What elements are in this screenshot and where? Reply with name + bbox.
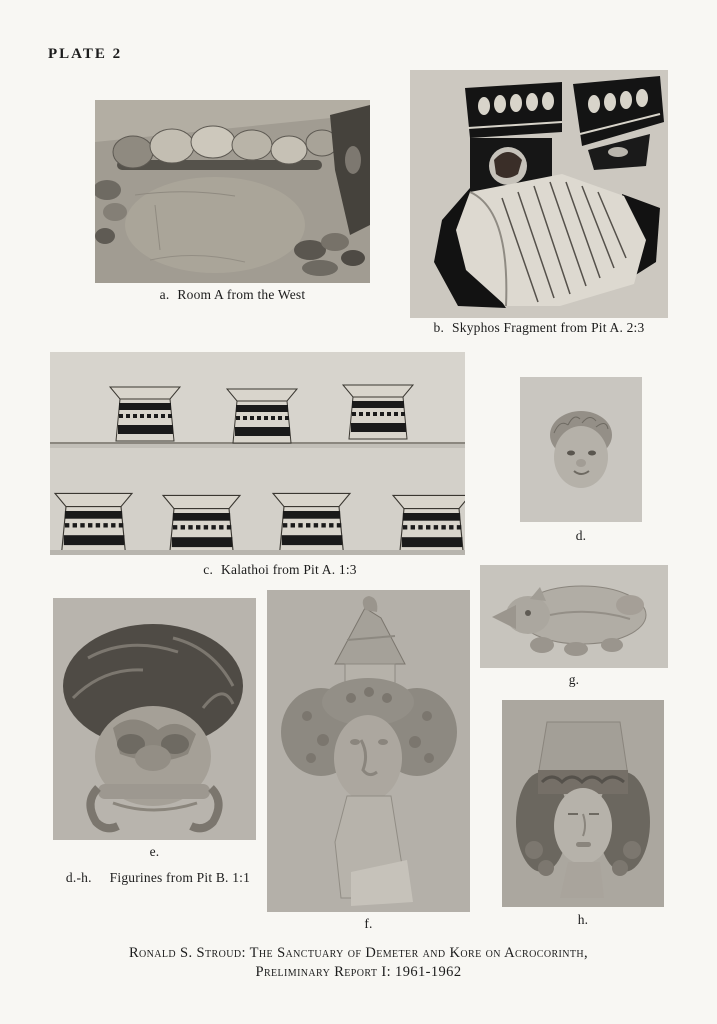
figure-g-caption [480, 672, 668, 688]
figure-e-photo [53, 598, 256, 840]
attribution [0, 944, 717, 982]
figure-c-photo [50, 352, 465, 555]
figure-a-label: a. [159, 287, 170, 302]
figure-d-photo [520, 377, 642, 522]
excavation-photo-sketch [95, 100, 370, 283]
group-caption-label: d.-h. [65, 870, 92, 885]
figure-c-caption [75, 562, 485, 578]
figure-c-label: c. [203, 562, 214, 577]
figure-h-photo [502, 700, 664, 907]
figure-a-caption-text: Room A from the West [177, 287, 306, 302]
figure-e-caption [53, 844, 256, 860]
attribution-line-2: Preliminary Report I: 1961-1962 [255, 964, 462, 980]
figure-d-label: d. [575, 528, 587, 543]
figure-b-photo [410, 70, 668, 318]
figure-a-photo [95, 100, 370, 283]
group-caption [33, 870, 283, 886]
figure-h-caption [502, 912, 664, 928]
figure-f-photo [267, 590, 470, 912]
figure-f-label: f. [364, 916, 373, 931]
grotesque-mask-sketch [53, 598, 256, 840]
small-head-sketch [520, 377, 642, 522]
figure-g-photo [480, 565, 668, 668]
figure-b-caption [400, 320, 678, 336]
figure-e-label: e. [149, 844, 160, 859]
crested-head-sketch [267, 590, 470, 912]
figure-b-caption-text: Skyphos Fragment from Pit A. 2:3 [452, 320, 645, 335]
kalathoi-sketch [50, 352, 465, 555]
figure-f-caption [267, 916, 470, 932]
figure-c-caption-text: Kalathoi from Pit A. 1:3 [221, 562, 357, 577]
figure-d-caption [520, 528, 642, 544]
figure-a-caption [95, 287, 370, 303]
group-caption-text: Figurines from Pit B. 1:1 [109, 870, 251, 885]
figure-h-label: h. [577, 912, 589, 927]
female-head-sketch [502, 700, 664, 907]
animal-figurine-sketch [480, 565, 668, 668]
skyphos-fragment-sketch [410, 70, 668, 318]
plate-label: PLATE 2 [48, 46, 123, 62]
figure-b-label: b. [433, 320, 445, 335]
attribution-line-1: Ronald S. Stroud: The Sanctuary of Demeter and Kore on Acrocorinth, [128, 945, 589, 961]
figure-g-label: g. [568, 672, 580, 687]
